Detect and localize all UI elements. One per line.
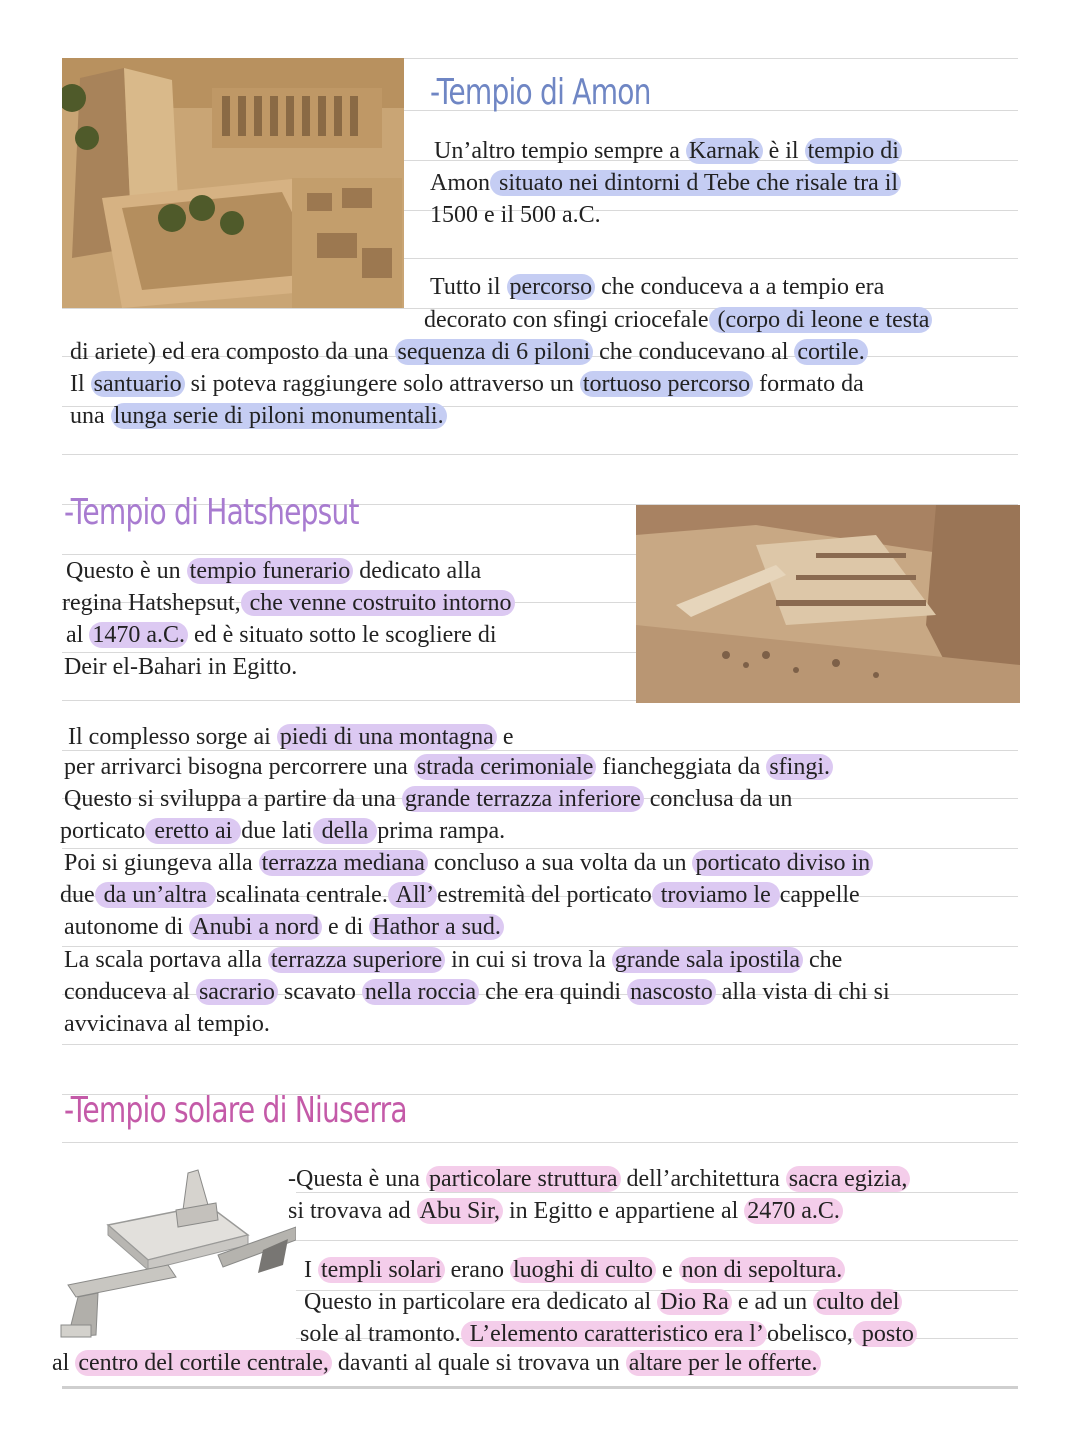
text-line	[64, 977, 890, 1007]
text-segment: erano	[444, 1257, 510, 1283]
text-line	[64, 752, 833, 782]
notebook-rule	[62, 1044, 1018, 1045]
text-line	[64, 784, 792, 814]
text-segment: e	[496, 724, 514, 750]
highlighted-text: sequenza di 6 piloni	[395, 339, 594, 365]
text-segment: I	[304, 1257, 318, 1283]
text-segment: Questo è un	[66, 558, 187, 584]
highlighted-text: Anubi a nord	[189, 914, 322, 940]
highlighted-text: Dio Ra	[657, 1289, 732, 1315]
text-segment: scavato	[277, 979, 362, 1005]
text-line	[424, 305, 932, 335]
text-segment: decorato con sfingi criocefale	[424, 307, 709, 333]
highlighted-text: (corpo di leone e testa	[709, 307, 933, 333]
text-segment: prima rampa.	[377, 818, 506, 844]
text-segment: Tutto il	[430, 274, 507, 300]
text-segment: due	[60, 882, 95, 908]
text-line	[66, 620, 497, 650]
text-line	[64, 652, 297, 682]
highlighted-text: grande terrazza inferiore	[402, 786, 644, 812]
text-segment: e di	[321, 914, 370, 940]
highlighted-text: percorso	[507, 274, 596, 300]
highlighted-text: tempio di	[805, 138, 902, 164]
text-line	[304, 1287, 902, 1317]
text-line	[434, 136, 902, 166]
highlighted-text: nella roccia	[362, 979, 479, 1005]
text-segment: dedicato alla	[353, 558, 482, 584]
highlighted-text: piedi di una montagna	[277, 724, 497, 750]
highlighted-text: Abu Sir,	[417, 1198, 503, 1224]
highlighted-text: tortuoso percorso	[580, 371, 753, 397]
highlighted-text: All’	[388, 882, 437, 908]
text-line	[64, 912, 504, 942]
section-title-amon: -Tempio di Amon	[430, 72, 651, 113]
highlighted-text: che venne costruito intorno	[241, 590, 515, 616]
highlighted-text: posto	[853, 1321, 917, 1347]
text-segment: Un’altro tempio sempre a	[434, 138, 686, 164]
highlighted-text: grande sala ipostila	[612, 947, 803, 973]
niuserra-temple-drawing	[58, 1165, 296, 1340]
text-segment: al	[52, 1350, 76, 1376]
text-segment: obelisco,	[766, 1321, 853, 1347]
text-segment: davanti al quale si trovava un	[331, 1350, 626, 1376]
text-segment: al	[66, 622, 90, 648]
text-segment: -Questa è una	[288, 1166, 426, 1192]
text-segment: Poi si giungeva alla	[64, 850, 259, 876]
text-segment: e ad un	[731, 1289, 814, 1315]
text-line	[60, 880, 860, 910]
karnak-temple-photo	[62, 58, 404, 308]
highlighted-text: situato nei dintorni d Tebe che risale tra il	[490, 170, 901, 196]
text-segment: scalinata centrale.	[215, 882, 388, 908]
highlighted-text: troviamo le	[652, 882, 780, 908]
text-segment: autonome di	[64, 914, 190, 940]
highlighted-text: templi solari	[318, 1257, 445, 1283]
text-segment: cappelle	[779, 882, 860, 908]
highlighted-text: da un’altra	[95, 882, 216, 908]
highlighted-text: altare per le offerte.	[626, 1350, 821, 1376]
text-segment: formato da	[753, 371, 864, 397]
text-line	[64, 848, 873, 878]
text-line	[70, 369, 864, 399]
highlighted-text: tempio funerario	[187, 558, 354, 584]
text-segment: ed è situato sotto le scogliere di	[188, 622, 497, 648]
text-line	[304, 1255, 845, 1285]
text-line	[60, 816, 505, 846]
highlighted-text: centro del cortile centrale,	[75, 1350, 332, 1376]
notebook-rule	[62, 1142, 1018, 1143]
highlighted-text: porticato diviso in	[692, 850, 873, 876]
text-segment: Deir el-Bahari in Egitto.	[64, 654, 298, 680]
text-line	[62, 588, 515, 618]
text-segment: che	[803, 947, 843, 973]
notebook-rule	[62, 454, 1018, 455]
highlighted-text: sacrario	[196, 979, 278, 1005]
text-segment: sole al tramonto.	[300, 1321, 461, 1347]
text-line	[430, 200, 601, 230]
highlighted-text: santuario	[91, 371, 185, 397]
text-line	[64, 1009, 270, 1039]
text-line	[430, 272, 884, 302]
text-segment: alla vista di chi si	[715, 979, 890, 1005]
highlighted-text: sfingi.	[766, 754, 833, 780]
highlighted-text: non di sepoltura.	[679, 1257, 846, 1283]
highlighted-text: eretto ai	[145, 818, 241, 844]
text-segment: una	[70, 403, 111, 429]
text-segment: in Egitto e appartiene al	[503, 1198, 745, 1224]
text-line	[288, 1164, 910, 1194]
text-segment: La scala portava alla	[64, 947, 268, 973]
highlighted-text: terrazza superiore	[268, 947, 445, 973]
text-segment: Il	[70, 371, 91, 397]
notebook-rule	[62, 1386, 1018, 1389]
highlighted-text: culto del	[813, 1289, 902, 1315]
text-segment: che conducevano al	[593, 339, 795, 365]
highlighted-text: lunga serie di piloni monumentali.	[111, 403, 447, 429]
text-segment: Questo si sviluppa a partire da una	[64, 786, 402, 812]
text-line	[300, 1319, 917, 1349]
highlighted-text: sacra egizia,	[786, 1166, 911, 1192]
highlighted-text: 1470 a.C.	[89, 622, 188, 648]
text-segment: di ariete) ed era composto da una	[70, 339, 395, 365]
highlighted-text: particolare struttura	[426, 1166, 621, 1192]
section-title-niuserra: -Tempio solare di Niuserra	[64, 1090, 407, 1131]
text-line	[430, 168, 901, 198]
text-line	[64, 945, 842, 975]
text-line	[52, 1348, 821, 1378]
text-line	[288, 1196, 843, 1226]
highlighted-text: Hathor a sud.	[369, 914, 504, 940]
highlighted-text: della	[313, 818, 378, 844]
text-segment: si trovava ad	[288, 1198, 417, 1224]
text-segment: e	[655, 1257, 679, 1283]
text-segment: per arrivarci bisogna percorrere una	[64, 754, 414, 780]
text-line	[66, 556, 481, 586]
highlighted-text: luoghi di culto	[510, 1257, 656, 1283]
text-segment: avvicinava al tempio.	[64, 1011, 270, 1037]
text-segment: che era quindi	[479, 979, 628, 1005]
text-segment: estremità del porticato	[437, 882, 652, 908]
text-segment: Amon	[430, 170, 490, 196]
highlighted-text: strada cerimoniale	[414, 754, 597, 780]
text-segment: in cui si trova la	[445, 947, 612, 973]
highlighted-text: 2470 a.C.	[744, 1198, 843, 1224]
text-segment: è il	[762, 138, 805, 164]
text-segment: porticato	[60, 818, 146, 844]
text-segment: conduceva al	[64, 979, 196, 1005]
hatshepsut-temple-photo	[636, 505, 1020, 703]
highlighted-text: L’elemento caratteristico era l’	[461, 1321, 767, 1347]
text-segment: concluso a sua volta da un	[427, 850, 693, 876]
text-segment: conclusa da un	[643, 786, 793, 812]
highlighted-text: nascosto	[627, 979, 716, 1005]
text-segment: fiancheggiata da	[596, 754, 767, 780]
text-line	[70, 337, 868, 367]
text-segment: dell’architettura	[620, 1166, 786, 1192]
text-segment: che conduceva a a tempio era	[595, 274, 885, 300]
highlighted-text: terrazza mediana	[259, 850, 428, 876]
text-segment: Il complesso sorge ai	[68, 724, 277, 750]
text-segment: regina Hatshepsut,	[62, 590, 241, 616]
text-segment: due lati	[241, 818, 313, 844]
text-segment: Questo in particolare era dedicato al	[304, 1289, 658, 1315]
text-line	[68, 722, 513, 752]
text-line	[70, 401, 447, 431]
text-segment: 1500 e il 500 a.C.	[430, 202, 601, 228]
text-segment: si poteva raggiungere solo attraverso un	[184, 371, 580, 397]
section-title-hatshepsut: -Tempio di Hatshepsut	[64, 492, 359, 533]
highlighted-text: Karnak	[686, 138, 763, 164]
highlighted-text: cortile.	[794, 339, 867, 365]
